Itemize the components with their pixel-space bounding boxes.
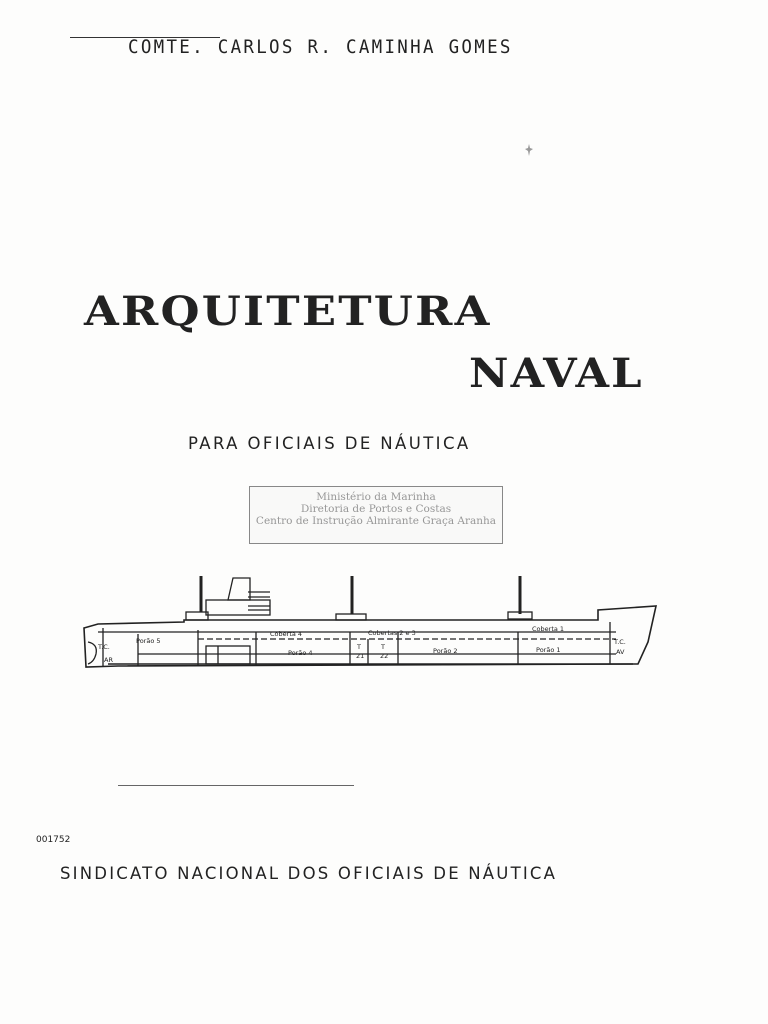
label-t22-b: 22 [380, 652, 389, 660]
label-tc-ar-1: T.C. [98, 643, 110, 651]
title-line-2: NAVAL [469, 350, 644, 397]
label-porao-5: Porão 5 [136, 637, 161, 645]
speck-mark [524, 143, 534, 157]
label-porao-4: Porão 4 [288, 649, 313, 657]
label-coberta-4: Coberta 4 [270, 630, 303, 638]
label-tc-ar-2: AR [104, 656, 113, 664]
author-name: COMTE. CARLOS R. CAMINHA GOMES [128, 36, 513, 58]
library-stamp [249, 486, 503, 544]
ship-diagram [78, 572, 668, 676]
stamp-line-3: Centro de Instrução Almirante Graça Aranha [255, 515, 497, 527]
publisher: SINDICATO NACIONAL DOS OFICIAIS DE NÁUTICA [60, 864, 558, 883]
stamp-line-2: Diretoria de Portos e Costas [300, 503, 452, 515]
label-coberta-1: Coberta 1 [532, 625, 565, 633]
label-porao-1: Porão 1 [536, 646, 561, 654]
label-t21-a: T [357, 643, 361, 651]
label-tc-av-2: AV [616, 648, 625, 656]
label-t22-a: T [381, 643, 385, 651]
title-line-1: ARQUITETURA [84, 288, 492, 335]
stamp-line-1: Ministério da Marinha [316, 491, 436, 503]
funnel [228, 578, 250, 600]
label-porao-2: Porão 2 [433, 647, 458, 655]
bottom-rule [118, 785, 354, 786]
label-cobertas-2-3: Cobertas 2 e 3 [368, 629, 416, 637]
superstructure [206, 600, 270, 615]
label-t21-b: 21 [356, 652, 365, 660]
catalog-code: 001752 [36, 835, 71, 845]
subtitle: PARA OFICIAIS DE NÁUTICA [188, 434, 471, 453]
label-tc-av-1: T.C. [614, 638, 626, 646]
